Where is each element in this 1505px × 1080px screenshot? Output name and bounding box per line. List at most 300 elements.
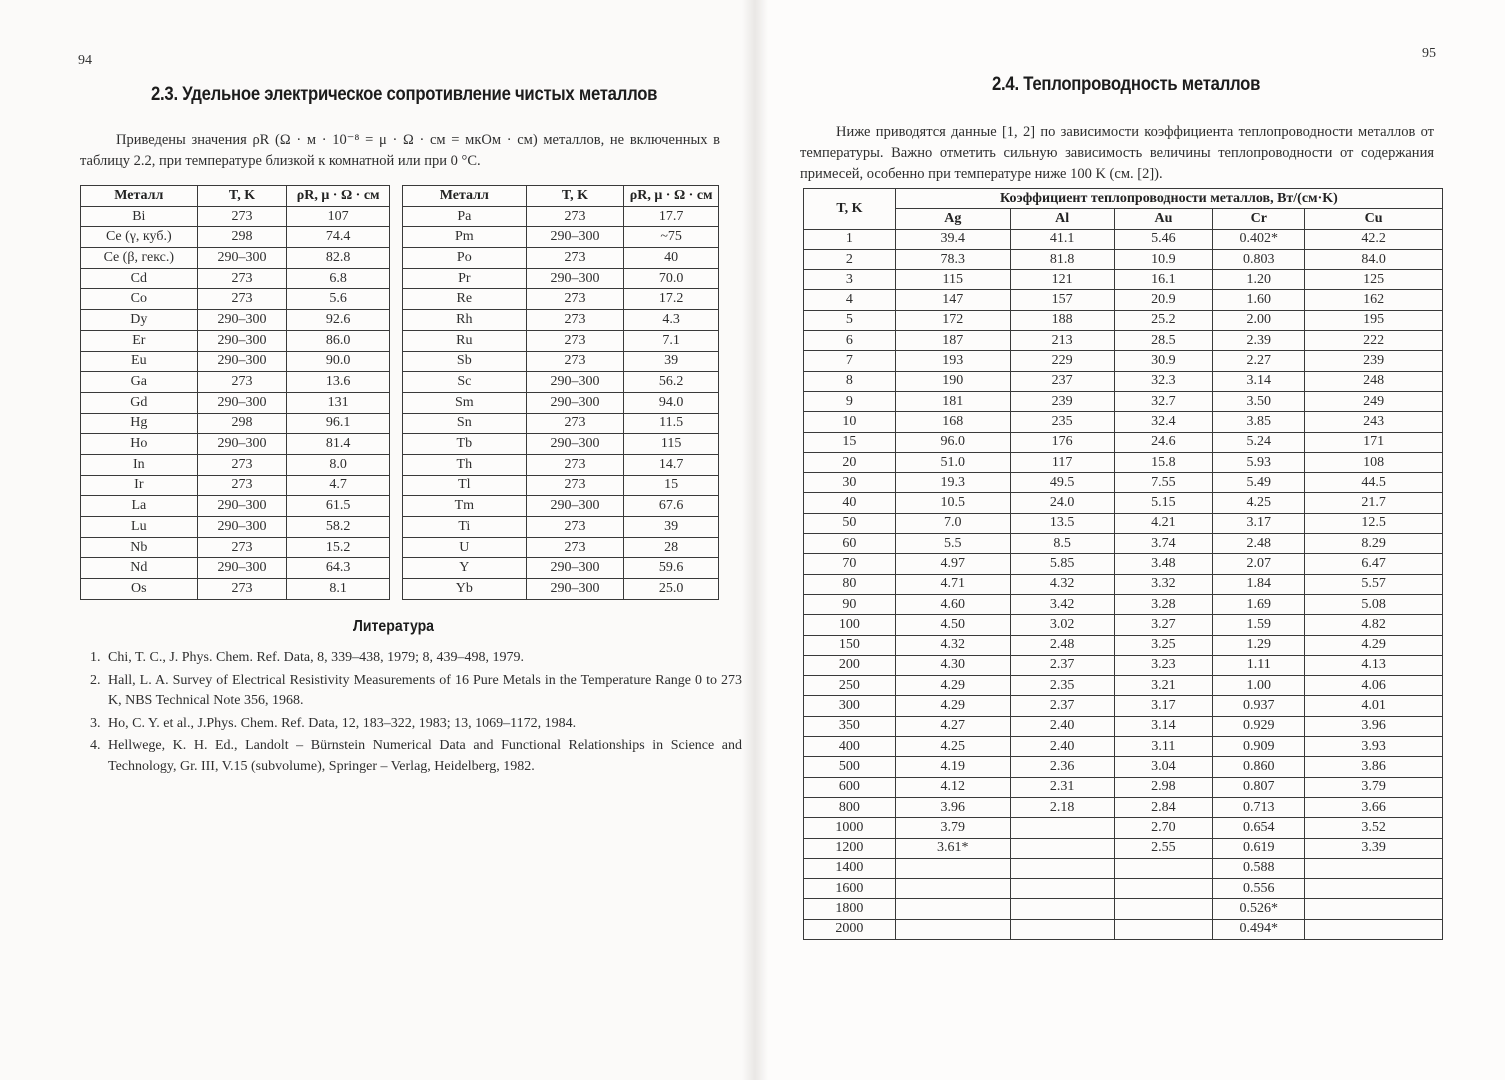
table-cell: Dy xyxy=(81,310,198,331)
table-cell: 49.5 xyxy=(1010,473,1114,493)
table-cell: 273 xyxy=(526,537,624,558)
table-cell xyxy=(1114,858,1213,878)
table-cell: 2.18 xyxy=(1010,797,1114,817)
table-cell xyxy=(1010,818,1114,838)
table-cell: Ti xyxy=(403,517,527,538)
table-cell: 81.8 xyxy=(1010,249,1114,269)
table-cell: 1400 xyxy=(804,858,896,878)
table-row xyxy=(804,635,1443,655)
table-cell: 25.0 xyxy=(624,579,719,600)
table-cell: 2.98 xyxy=(1114,777,1213,797)
table-cell: 28.5 xyxy=(1114,331,1213,351)
table-cell: 24.6 xyxy=(1114,432,1213,452)
table-cell: 3.42 xyxy=(1010,594,1114,614)
table-cell: 4.13 xyxy=(1305,655,1443,675)
table-cell: 273 xyxy=(197,454,287,475)
table-row xyxy=(804,594,1443,614)
table-cell: 290–300 xyxy=(526,579,624,600)
table-row xyxy=(804,655,1443,675)
section-heading-thermal-conductivity: 2.4. Теплопроводность металлов xyxy=(992,74,1261,95)
table-row xyxy=(804,432,1443,452)
header-temperature: T, K xyxy=(804,189,896,230)
table-cell: 2.00 xyxy=(1213,310,1305,330)
table-row xyxy=(804,858,1443,878)
table-row xyxy=(804,879,1443,899)
table-row xyxy=(81,372,390,393)
table-cell: 168 xyxy=(895,412,1010,432)
table-cell: Sb xyxy=(403,351,527,372)
table-cell: 0.713 xyxy=(1213,797,1305,817)
table-cell: 273 xyxy=(526,330,624,351)
table-cell: 3.14 xyxy=(1114,716,1213,736)
table-row xyxy=(81,310,390,331)
table-row xyxy=(403,289,719,310)
table-cell: 8.29 xyxy=(1305,534,1443,554)
table-cell: 273 xyxy=(197,268,287,289)
table-cell: Rh xyxy=(403,310,527,331)
table-cell: 5.46 xyxy=(1114,229,1213,249)
table-row xyxy=(804,615,1443,635)
table-cell: 3.96 xyxy=(1305,716,1443,736)
table-row xyxy=(804,737,1443,757)
table-cell: 290–300 xyxy=(526,227,624,248)
table-row xyxy=(403,558,719,579)
table-cell: 3.66 xyxy=(1305,797,1443,817)
table-cell xyxy=(1010,879,1114,899)
header-conductivity-group: Коэффициент теплопроводности металлов, Вт/(см·K) xyxy=(895,189,1442,209)
table-cell xyxy=(1114,899,1213,919)
table-cell: 273 xyxy=(526,517,624,538)
table-cell: 1.84 xyxy=(1213,574,1305,594)
table-cell: 3.85 xyxy=(1213,412,1305,432)
table-cell: 298 xyxy=(197,227,287,248)
table-cell: 20.9 xyxy=(1114,290,1213,310)
table-row xyxy=(403,413,719,434)
table-row xyxy=(81,434,390,455)
table-cell: 290–300 xyxy=(197,330,287,351)
table-cell: 273 xyxy=(526,206,624,227)
table-cell xyxy=(1010,838,1114,858)
table-cell: 3.50 xyxy=(1213,391,1305,411)
table-cell xyxy=(1305,899,1443,919)
table-header-row xyxy=(403,186,719,207)
table-cell: 3.79 xyxy=(895,818,1010,838)
table-cell: 235 xyxy=(1010,412,1114,432)
table-cell: 800 xyxy=(804,797,896,817)
table-cell: 24.0 xyxy=(1010,493,1114,513)
table-cell: Sc xyxy=(403,372,527,393)
header-resistivity: ρR, μ · Ω · см xyxy=(287,186,390,207)
table-cell: 4.12 xyxy=(895,777,1010,797)
table-cell xyxy=(895,899,1010,919)
table-cell: 200 xyxy=(804,655,896,675)
table-row xyxy=(804,574,1443,594)
table-row xyxy=(81,558,390,579)
table-cell: 0.494* xyxy=(1213,919,1305,939)
table-row xyxy=(804,696,1443,716)
table-cell: 3.04 xyxy=(1114,757,1213,777)
table-cell: Pa xyxy=(403,206,527,227)
table-cell: Th xyxy=(403,454,527,475)
table-cell: 90 xyxy=(804,594,896,614)
table-cell: 1600 xyxy=(804,879,896,899)
table-cell xyxy=(1010,899,1114,919)
table-cell: 273 xyxy=(197,206,287,227)
table-row xyxy=(403,496,719,517)
table-row xyxy=(81,289,390,310)
table-cell: 290–300 xyxy=(197,517,287,538)
table-cell: 0.807 xyxy=(1213,777,1305,797)
table-cell: 4.50 xyxy=(895,615,1010,635)
table-row xyxy=(403,392,719,413)
table-cell: 3.02 xyxy=(1010,615,1114,635)
table-cell: 117 xyxy=(1010,452,1114,472)
table-row xyxy=(804,270,1443,290)
table-cell: 5.5 xyxy=(895,534,1010,554)
table-cell: 290–300 xyxy=(526,496,624,517)
table-cell: 7 xyxy=(804,351,896,371)
table-cell: Nb xyxy=(81,537,198,558)
table-cell: 15.8 xyxy=(1114,452,1213,472)
table-cell: 3.48 xyxy=(1114,554,1213,574)
table-cell: 6 xyxy=(804,331,896,351)
table-row xyxy=(804,554,1443,574)
table-cell: 300 xyxy=(804,696,896,716)
table-cell: 4.29 xyxy=(895,676,1010,696)
table-row xyxy=(804,452,1443,472)
table-cell: 222 xyxy=(1305,331,1443,351)
table-cell: 1.00 xyxy=(1213,676,1305,696)
table-cell: 290–300 xyxy=(197,351,287,372)
table-cell: 92.6 xyxy=(287,310,390,331)
table-cell: 2.37 xyxy=(1010,655,1114,675)
table-cell: 5.24 xyxy=(1213,432,1305,452)
table-cell: 2.48 xyxy=(1010,635,1114,655)
table-cell: 3.27 xyxy=(1114,615,1213,635)
table-cell: 3 xyxy=(804,270,896,290)
table-cell xyxy=(1305,858,1443,878)
table-cell: 125 xyxy=(1305,270,1443,290)
table-cell: 273 xyxy=(526,310,624,331)
table-row xyxy=(81,268,390,289)
table-cell: 4.60 xyxy=(895,594,1010,614)
table-cell: 0.654 xyxy=(1213,818,1305,838)
table-cell: 3.21 xyxy=(1114,676,1213,696)
table-cell: 4.01 xyxy=(1305,696,1443,716)
table-row xyxy=(804,331,1443,351)
table-cell: 7.0 xyxy=(895,513,1010,533)
table-cell: 3.28 xyxy=(1114,594,1213,614)
table-cell: 2.31 xyxy=(1010,777,1114,797)
table-cell: 273 xyxy=(526,248,624,269)
table-cell: 108 xyxy=(1305,452,1443,472)
table-row xyxy=(403,454,719,475)
table-cell: 60 xyxy=(804,534,896,554)
table-cell: 239 xyxy=(1305,351,1443,371)
table-cell xyxy=(1114,919,1213,939)
table-cell: 290–300 xyxy=(197,392,287,413)
table-cell: 0.556 xyxy=(1213,879,1305,899)
table-row xyxy=(81,330,390,351)
table-cell: 290–300 xyxy=(526,558,624,579)
table-row xyxy=(81,454,390,475)
table-cell: 10.9 xyxy=(1114,249,1213,269)
header-metal: Металл xyxy=(403,186,527,207)
table-cell: 39.4 xyxy=(895,229,1010,249)
table-cell: 3.23 xyxy=(1114,655,1213,675)
table-cell: 0.909 xyxy=(1213,737,1305,757)
table-cell: 4.3 xyxy=(624,310,719,331)
table-cell: 290–300 xyxy=(197,434,287,455)
table-cell: 78.3 xyxy=(895,249,1010,269)
table-cell: 0.619 xyxy=(1213,838,1305,858)
table-cell: Nd xyxy=(81,558,198,579)
table-row xyxy=(403,517,719,538)
table-row xyxy=(81,413,390,434)
table-cell: Lu xyxy=(81,517,198,538)
table-cell: Eu xyxy=(81,351,198,372)
table-cell: 5.15 xyxy=(1114,493,1213,513)
table-row xyxy=(804,229,1443,249)
table-cell: 4.32 xyxy=(1010,574,1114,594)
table-cell: 176 xyxy=(1010,432,1114,452)
table-row xyxy=(804,310,1443,330)
table-row xyxy=(804,899,1443,919)
table-row xyxy=(403,206,719,227)
table-cell: 243 xyxy=(1305,412,1443,432)
table-cell: 2.70 xyxy=(1114,818,1213,838)
table-cell: 0.929 xyxy=(1213,716,1305,736)
table-cell: 13.5 xyxy=(1010,513,1114,533)
table-cell: Ce (β, гекс.) xyxy=(81,248,198,269)
table-cell: 2.39 xyxy=(1213,331,1305,351)
table-cell: 40 xyxy=(804,493,896,513)
table-cell: 8 xyxy=(804,371,896,391)
table-row xyxy=(403,227,719,248)
table-cell: 162 xyxy=(1305,290,1443,310)
table-cell: 3.17 xyxy=(1114,696,1213,716)
table-cell: Pr xyxy=(403,268,527,289)
table-cell: Tb xyxy=(403,434,527,455)
table-cell: 41.1 xyxy=(1010,229,1114,249)
table-cell: 9 xyxy=(804,391,896,411)
table-row xyxy=(81,475,390,496)
table-cell: 5 xyxy=(804,310,896,330)
table-cell: 20 xyxy=(804,452,896,472)
table-cell: 56.2 xyxy=(624,372,719,393)
table-cell: 5.6 xyxy=(287,289,390,310)
table-cell: ~75 xyxy=(624,227,719,248)
table-cell: 2 xyxy=(804,249,896,269)
table-cell: 1.29 xyxy=(1213,635,1305,655)
table-cell: Ce (γ, куб.) xyxy=(81,227,198,248)
table-cell: 0.803 xyxy=(1213,249,1305,269)
table-cell: 190 xyxy=(895,371,1010,391)
table-cell: Er xyxy=(81,330,198,351)
table-cell: 213 xyxy=(1010,331,1114,351)
table-cell: 3.17 xyxy=(1213,513,1305,533)
table-cell: 3.25 xyxy=(1114,635,1213,655)
table-cell: 290–300 xyxy=(526,268,624,289)
table-cell: Ir xyxy=(81,475,198,496)
table-cell: 1200 xyxy=(804,838,896,858)
table-cell: 2.35 xyxy=(1010,676,1114,696)
table-cell: 273 xyxy=(197,289,287,310)
table-cell: 1.60 xyxy=(1213,290,1305,310)
table-cell: 239 xyxy=(1010,391,1114,411)
table-cell: 14.7 xyxy=(624,454,719,475)
table-row xyxy=(81,351,390,372)
table-cell: 4.29 xyxy=(1305,635,1443,655)
table-cell: 3.74 xyxy=(1114,534,1213,554)
table-cell: 4.25 xyxy=(895,737,1010,757)
table-cell: 250 xyxy=(804,676,896,696)
table-cell: 7.1 xyxy=(624,330,719,351)
table-cell: 7.55 xyxy=(1114,473,1213,493)
header-temperature: T, K xyxy=(526,186,624,207)
table-cell: 2.36 xyxy=(1010,757,1114,777)
table-cell: 82.8 xyxy=(287,248,390,269)
table-cell: 4.32 xyxy=(895,635,1010,655)
table-header-row xyxy=(81,186,390,207)
table-cell: 4.97 xyxy=(895,554,1010,574)
table-cell: 21.7 xyxy=(1305,493,1443,513)
table-cell: 70.0 xyxy=(624,268,719,289)
table-cell: 12.5 xyxy=(1305,513,1443,533)
table-cell: 1.20 xyxy=(1213,270,1305,290)
table-cell: Ga xyxy=(81,372,198,393)
table-cell: 248 xyxy=(1305,371,1443,391)
table-cell: 86.0 xyxy=(287,330,390,351)
table-cell: 5.57 xyxy=(1305,574,1443,594)
table-row xyxy=(804,838,1443,858)
table-cell: 290–300 xyxy=(526,434,624,455)
table-cell: 193 xyxy=(895,351,1010,371)
table-cell: 400 xyxy=(804,737,896,757)
table-row xyxy=(403,330,719,351)
table-cell: 1800 xyxy=(804,899,896,919)
table-cell: 4.21 xyxy=(1114,513,1213,533)
table-cell: 30 xyxy=(804,473,896,493)
table-row xyxy=(403,475,719,496)
table-row xyxy=(804,777,1443,797)
table-cell: 3.32 xyxy=(1114,574,1213,594)
table-row xyxy=(804,676,1443,696)
table-cell: 0.526* xyxy=(1213,899,1305,919)
header-au: Au xyxy=(1114,209,1213,229)
table-cell: 5.08 xyxy=(1305,594,1443,614)
table-row xyxy=(804,534,1443,554)
table-cell: 290–300 xyxy=(526,392,624,413)
table-row xyxy=(81,496,390,517)
table-cell: 273 xyxy=(526,351,624,372)
table-cell: 0.937 xyxy=(1213,696,1305,716)
table-cell: Bi xyxy=(81,206,198,227)
table-cell: 4.29 xyxy=(895,696,1010,716)
table-cell: 3.39 xyxy=(1305,838,1443,858)
table-row xyxy=(804,757,1443,777)
table-row xyxy=(403,310,719,331)
table-cell: 32.7 xyxy=(1114,391,1213,411)
table-cell: 2.07 xyxy=(1213,554,1305,574)
table-cell: 237 xyxy=(1010,371,1114,391)
table-cell xyxy=(895,858,1010,878)
table-row xyxy=(804,371,1443,391)
table-cell: 121 xyxy=(1010,270,1114,290)
table-cell: 80 xyxy=(804,574,896,594)
table-cell: 273 xyxy=(526,454,624,475)
table-cell: 84.0 xyxy=(1305,249,1443,269)
table-cell: 5.85 xyxy=(1010,554,1114,574)
table-cell: 1000 xyxy=(804,818,896,838)
table-cell: 100 xyxy=(804,615,896,635)
table-cell xyxy=(1010,919,1114,939)
table-cell: 8.5 xyxy=(1010,534,1114,554)
table-cell xyxy=(1010,858,1114,878)
table-cell: 8.1 xyxy=(287,579,390,600)
table-cell: Y xyxy=(403,558,527,579)
table-cell: 5.49 xyxy=(1213,473,1305,493)
header-cr: Cr xyxy=(1213,209,1305,229)
table-cell: 2.40 xyxy=(1010,716,1114,736)
table-cell: 32.3 xyxy=(1114,371,1213,391)
table-cell: U xyxy=(403,537,527,558)
header-al: Al xyxy=(1010,209,1114,229)
table-cell: 81.4 xyxy=(287,434,390,455)
table-row xyxy=(804,412,1443,432)
table-row xyxy=(81,206,390,227)
table-cell: 2.27 xyxy=(1213,351,1305,371)
table-cell: Os xyxy=(81,579,198,600)
table-cell: 30.9 xyxy=(1114,351,1213,371)
table-cell xyxy=(895,879,1010,899)
table-cell: 1 xyxy=(804,229,896,249)
table-cell: 51.0 xyxy=(895,452,1010,472)
table-cell: 187 xyxy=(895,331,1010,351)
table-cell: 3.14 xyxy=(1213,371,1305,391)
table-cell: 0.402* xyxy=(1213,229,1305,249)
table-cell: 290–300 xyxy=(197,496,287,517)
table-cell: 273 xyxy=(526,475,624,496)
table-cell: 0.860 xyxy=(1213,757,1305,777)
table-cell: Yb xyxy=(403,579,527,600)
table-cell: 273 xyxy=(197,372,287,393)
table-row xyxy=(81,392,390,413)
table-cell: 4 xyxy=(804,290,896,310)
table-cell: 4.06 xyxy=(1305,676,1443,696)
table-cell: 3.52 xyxy=(1305,818,1443,838)
table-cell: 8.0 xyxy=(287,454,390,475)
table-cell: 15 xyxy=(624,475,719,496)
table-cell: 6.47 xyxy=(1305,554,1443,574)
table-cell: 1.59 xyxy=(1213,615,1305,635)
table-cell: 42.2 xyxy=(1305,229,1443,249)
references-title: Литература xyxy=(353,618,435,635)
table-cell: 39 xyxy=(624,517,719,538)
reference-item: 3. Ho, C. Y. et al., J.Phys. Chem. Ref. Data, 12, 183–322, 1983; 13, 1069–1172, 1984. xyxy=(104,714,742,735)
intro-paragraph-resistivity: Приведены значения ρR (Ω · м · 10⁻⁸ = μ · Ω · см = мкОм · см) металлов, не включенных в таблицу 2.2, при температуре близкой к комнатной или при 0 °C. xyxy=(80,132,720,169)
table-cell: 28 xyxy=(624,537,719,558)
table-cell xyxy=(1305,879,1443,899)
table-cell: 10.5 xyxy=(895,493,1010,513)
table-cell: 2.55 xyxy=(1114,838,1213,858)
reference-item: 2. Hall, L. A. Survey of Electrical Resistivity Measurements of 16 Pure Metals in the Temperature Range 0 to 273 K, NBS Technical Note 356, 1968. xyxy=(104,671,742,712)
table-cell: 96.0 xyxy=(895,432,1010,452)
table-cell: 500 xyxy=(804,757,896,777)
table-cell: 64.3 xyxy=(287,558,390,579)
table-cell: 3.11 xyxy=(1114,737,1213,757)
table-cell: Hg xyxy=(81,413,198,434)
